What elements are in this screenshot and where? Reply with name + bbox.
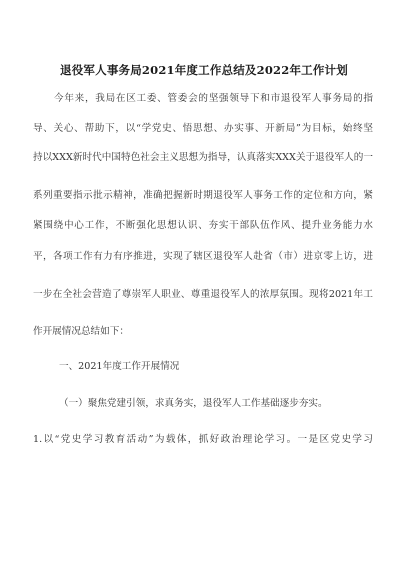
section-heading: 一、2021年度工作开展情况 [59, 361, 180, 372]
paragraph-line: 导、关心、帮助下，以“学党史、悟思想、办实事、开新局”为目标，始终坚 [33, 123, 373, 134]
paragraph-line: 持以XXX新时代中国特色社会主义思想为指导，认真落实XXX关于退役军人的一 [33, 152, 373, 163]
paragraph-line: 平，各项工作有力有序推进，实现了辖区退役军人赴省（市）进京零上访，进 [33, 251, 373, 262]
paragraph-line: 系列重要指示批示精神，准确把握新时期退役军人事务工作的定位和方向，紧 [33, 190, 373, 201]
document-title: 退役军人事务局2021年度工作总结及2022年工作计划 [60, 63, 348, 77]
paragraph-line: 一步在全社会营造了尊崇军人职业、尊重退役军人的浓厚氛围。现将2021年工 [33, 289, 373, 300]
paragraph-line: 今年来，我局在区工委、管委会的坚强领导下和市退役军人事务局的指 [54, 93, 373, 104]
paragraph-line: 紧围绕中心工作，不断强化思想认识、夯实干部队伍作风、提升业务能力水 [33, 220, 373, 231]
numbered-item-line: 1.以“党史学习教育活动”为载体，抓好政治理论学习。一是区党史学习 [33, 434, 373, 445]
subsection-heading: （一）聚焦党建引领，求真务实，退役军人工作基础逐步夯实。 [59, 398, 328, 409]
paragraph-line: 作开展情况总结如下： [33, 326, 129, 337]
